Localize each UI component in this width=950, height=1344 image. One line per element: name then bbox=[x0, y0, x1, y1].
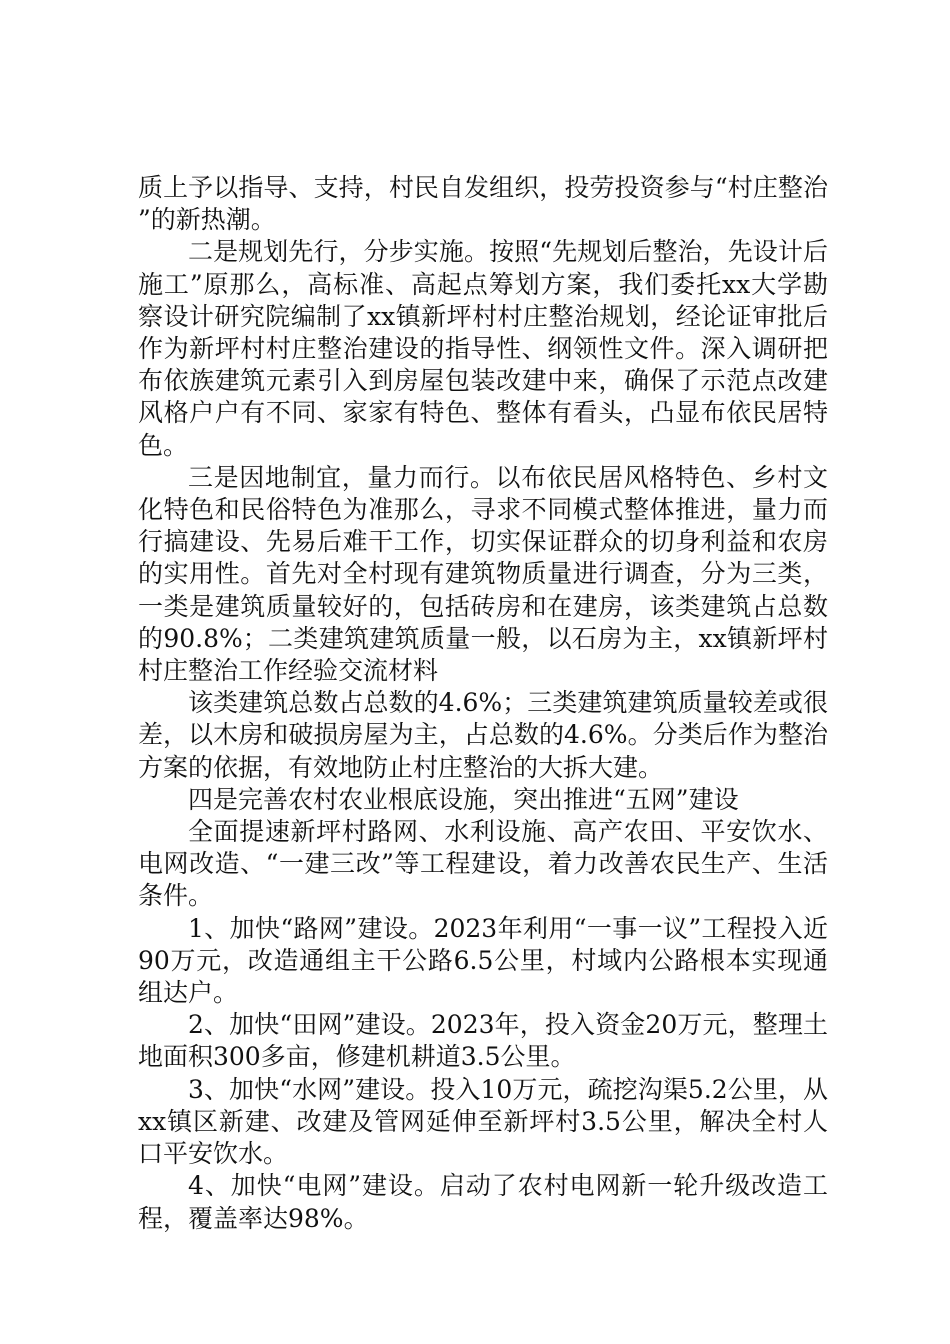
paragraph-6: 全面提速新坪村路网、水利设施、高产农田、平安饮水、电网改造、“一建三改”等工程建设，着力改善农民生产、生活条件。 bbox=[138, 817, 828, 911]
paragraph-9: 3、加快“水网”建设。投入10万元，疏挖沟渠5.2公里，从xx镇区新建、改建及管网延伸至新坪村3.5公里，解决全村人口平安饮水。 bbox=[138, 1074, 828, 1169]
paragraph-2: 二是规划先行，分步实施。按照“先规划后整治，先设计后施工”原那么，高标准、高起点筹划方案，我们委托xx大学勘察设计研究院编制了xx镇新坪村村庄整治规划，经论证审批后作为新坪村村庄整治建设的指导性、纲领性文件。深入调研把布依族建筑元素引入到房屋包装改建中来，确保了示范点改建风格户户有不同、家家有特色、整体有看头，凸显布依民居特色。 bbox=[138, 237, 828, 460]
paragraph-7: 1、加快“路网”建设。2023年利用“一事一议”工程投入近90万元，改造通组主干公路6.5公里，村域内公路根本实现通组达户。 bbox=[138, 913, 828, 1008]
paragraph-4: 该类建筑总数占总数的4.6%；三类建筑建筑质量较差或很差，以木房和破损房屋为主，占总数的4.6%。分类后作为整治方案的依据，有效地防止村庄整治的大拆大建。 bbox=[138, 688, 828, 782]
paragraph-8: 2、加快“田网”建设。2023年，投入资金20万元，整理土地面积300多亩，修建机耕道3.5公里。 bbox=[138, 1010, 828, 1072]
paragraph-1: 质上予以指导、支持，村民自发组织，投劳投资参与“村庄整治”的新热潮。 bbox=[138, 173, 828, 235]
paragraph-10: 4、加快“电网”建设。启动了农村电网新一轮升级改造工程，覆盖率达98%。 bbox=[138, 1171, 828, 1233]
paragraph-5: 四是完善农村农业根底设施，突出推进“五网”建设 bbox=[188, 784, 739, 814]
document-body bbox=[138, 172, 828, 1235]
paragraph-3: 三是因地制宜，量力而行。以布依民居风格特色、乡村文化特色和民俗特色为准那么，寻求不同模式整体推进，量力而行搞建设、先易后难干工作，切实保证群众的切身利益和农房的实用性。首先对全村现有建筑物质量进行调查，分为三类，一类是建筑质量较好的，包括砖房和在建房，该类建筑占总数的90.8%；二类建筑建筑质量一般，以石房为主，xx镇新坪村村庄整治工作经验交流材料 bbox=[138, 462, 828, 686]
